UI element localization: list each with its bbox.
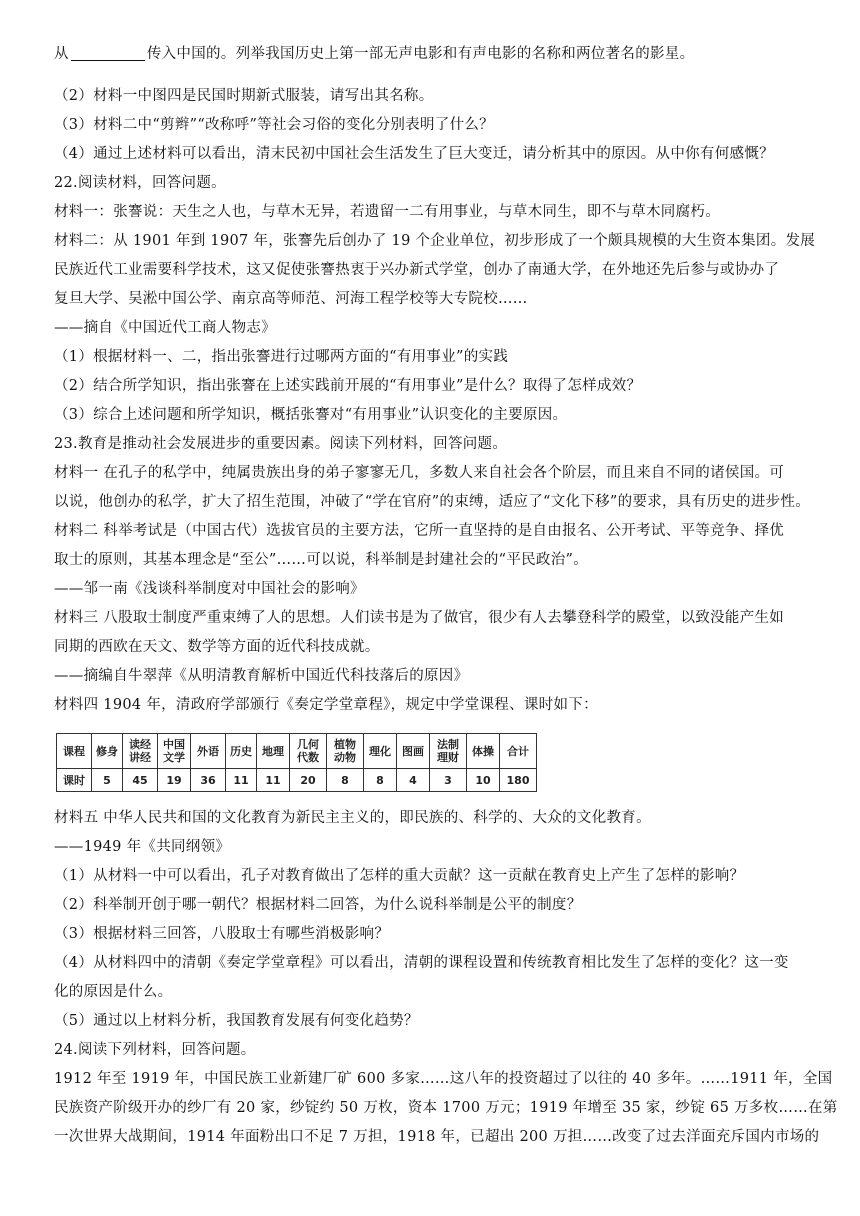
text-line: 材料五 中华人民共和国的文化教育为新民主主义的，即民族的、科学的、大众的文化教育。	[54, 810, 651, 826]
table-header-cell: 几何 代数	[290, 734, 327, 769]
text-line: （1）根据材料一、二，指出张謇进行过哪两方面的“有用事业”的实践	[54, 349, 509, 365]
text-line: 22.阅读材料，回答问题。	[54, 175, 226, 191]
table-header-cell: 图画	[397, 734, 430, 769]
text-line: ——邹一南《浅谈科举制度对中国社会的影响》	[54, 581, 365, 597]
table-row-label: 课时	[57, 769, 92, 792]
text-line: 23.教育是推动社会发展进步的重要因素。阅读下列材料，回答问题。	[54, 436, 508, 452]
text-line: （1）从材料一中可以看出，孔子对教育做出了怎样的重大贡献？这一贡献在教育史上产生了怎样的影响？	[54, 868, 745, 884]
text-line: （4）从材料四中的清朝《奏定学堂章程》可以看出，清朝的课程设置和传统教育相比发生了怎样的变化？这一变	[54, 955, 789, 971]
fill-in-blank	[71, 59, 145, 61]
text-line: 材料三 八股取士制度严重束缚了人的思想。人们读书是为了做官，很少有人去攀登科学的殿堂，以致没能产生如	[54, 610, 785, 626]
text-line: （2）科举制开创于哪一朝代？根据材料二回答，为什么说科举制是公平的制度？	[54, 897, 582, 913]
text-line: 化的原因是什么。	[54, 984, 173, 1000]
table-value-cell: 10	[467, 769, 500, 792]
table-header-cell: 体操	[467, 734, 500, 769]
table-header-cell: 理化	[364, 734, 397, 769]
table-header-cell: 植物 动物	[327, 734, 364, 769]
text-line: （2）结合所学知识，指出张謇在上述实践前开展的“有用事业”是什么？取得了怎样成效？	[54, 378, 642, 394]
table-header-cell: 外语	[191, 734, 226, 769]
text-line: 材料一 在孔子的私学中，纯属贵族出身的弟子寥寥无几，多数人来自社会各个阶层，而且来自不同的诸侯国。可	[54, 465, 785, 481]
text-line: （5）通过以上材料分析，我国教育发展有何变化趋势？	[54, 1013, 419, 1029]
table-value-cell: 36	[191, 769, 226, 792]
text-line: 1912 年至 1919 年，中国民族工业新建厂矿 600 多家……这八年的投资超过了以往的 40 多年。……1911 年，全国	[54, 1071, 833, 1087]
table-value-cell: 180	[500, 769, 537, 792]
table-header-cell: 课程	[57, 734, 92, 769]
text-line: 取士的原则，其基本理念是“至公”……可以说，科举制是封建社会的“平民政治”。	[54, 552, 589, 568]
table-header-cell: 法制 理财	[430, 734, 467, 769]
table-header-cell: 读经 讲经	[123, 734, 158, 769]
table-value-cell: 20	[290, 769, 327, 792]
text-line: 一次世界大战期间，1914 年面粉出口不足 7 万担，1918 年，已超出 200 万担……改变了过去洋面充斥国内市场的	[54, 1129, 820, 1145]
table-header-cell: 历史	[226, 734, 257, 769]
text-line: 材料四 1904 年，清政府学部颁行《奏定学堂章程》，规定中学堂课程、课时如下：	[54, 697, 598, 713]
text-line: 复旦大学、吴淞中国公学、南京高等师范、河海工程学校等大专院校……	[54, 291, 528, 307]
course-schedule-table	[56, 733, 537, 792]
text-line: 24.阅读下列材料，回答问题。	[54, 1042, 256, 1058]
text-line: 以说，他创办的私学，扩大了招生范围，冲破了“学在官府”的束缚，适应了“文化下移”的要求，具有历史的进步性。	[54, 494, 811, 510]
text-line: （2）材料一中图四是民国时期新式服装，请写出其名称。	[54, 88, 434, 104]
table-header-cell: 中国 文学	[158, 734, 191, 769]
table-value-cell: 11	[257, 769, 290, 792]
text-line: （3）材料二中“剪辫”“改称呼”等社会习俗的变化分别表明了什么？	[54, 117, 494, 133]
text-line: （3）综合上述问题和所学知识，概括张謇对“有用事业”认识变化的主要原因。	[54, 407, 568, 423]
text-line: 材料二：从 1901 年到 1907 年，张謇先后创办了 19 个企业单位，初步形成了一个颇具规模的大生资本集团。发展	[54, 233, 816, 249]
text-line: （3）根据材料三回答，八股取士有哪些消极影响？	[54, 926, 390, 942]
table-value-cell: 45	[123, 769, 158, 792]
table-value-cell: 11	[226, 769, 257, 792]
table-value-cell: 5	[92, 769, 123, 792]
text-line: 材料一：张謇说：天生之人也，与草木无异，若遗留一二有用事业，与草木同生，即不与草木同腐朽。	[54, 204, 720, 220]
text-line: 材料二 科举考试是（中国古代）选拔官员的主要方法，它所一直坚持的是自由报名、公开考试、平等竞争、择优	[54, 523, 785, 539]
text-line: 同期的西欧在天文、数学等方面的近代科技成就。	[54, 639, 380, 655]
text-line: 民族近代工业需要科学技术，这又促使张謇热衷于兴办新式学堂，创办了南通大学，在外地还先后参与或协办了	[54, 262, 780, 278]
table-value-cell: 8	[364, 769, 397, 792]
table-header-cell: 地理	[257, 734, 290, 769]
text-line: ——摘自《中国近代工商人物志》	[54, 320, 276, 336]
table-value-cell: 8	[327, 769, 364, 792]
text-line: ——摘编自牛翠萍《从明清教育解析中国近代科技落后的原因》	[54, 668, 469, 684]
text-line: （4）通过上述材料可以看出，清末民初中国社会生活发生了巨大变迁，请分析其中的原因。从中你有何感慨？	[54, 146, 774, 162]
text-line: 民族资产阶级开办的纱厂有 20 家，纱锭约 50 万枚，资本 1700 万元；1919 年增至 35 家，纱锭 65 万多枚……在第	[54, 1100, 838, 1116]
table-header-cell: 合计	[500, 734, 537, 769]
table-value-cell: 19	[158, 769, 191, 792]
text-line: 从 传入中国的。列举我国历史上第一部无声电影和有声电影的名称和两位著名的影星。	[54, 46, 695, 62]
table-value-cell: 4	[397, 769, 430, 792]
table-value-cell: 3	[430, 769, 467, 792]
table-header-cell: 修身	[92, 734, 123, 769]
text-line: ——1949 年《共同纲领》	[54, 839, 231, 855]
